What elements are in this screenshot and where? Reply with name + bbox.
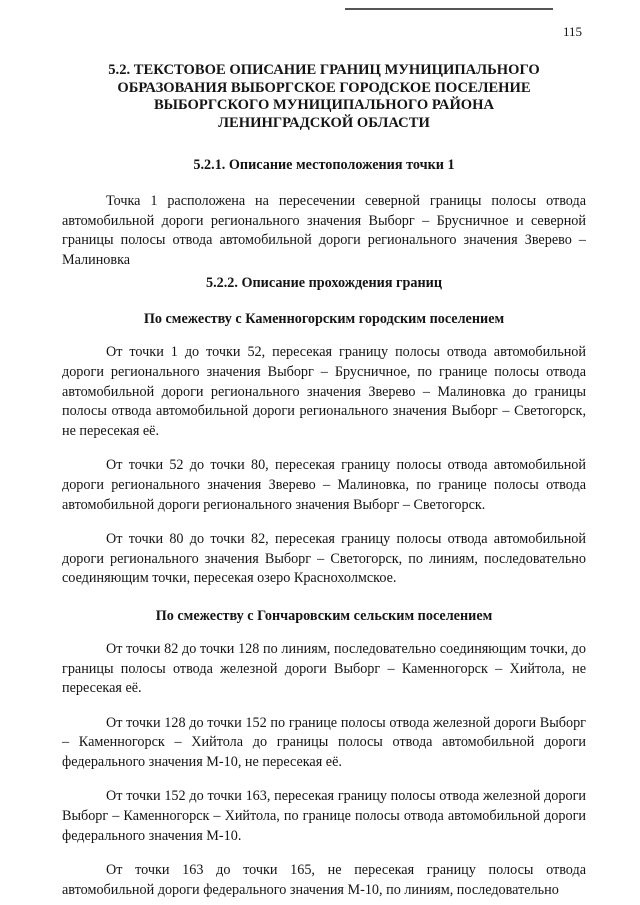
section-title-line: 5.2. ТЕКСТОВОЕ ОПИСАНИЕ ГРАНИЦ МУНИЦИПАЛЬНОГО	[108, 62, 540, 78]
scan-line	[345, 8, 553, 10]
subsection-heading-521: 5.2.1. Описание местоположения точки 1	[193, 157, 455, 173]
boundary-paragraph: От точки 80 до точки 82, пересекая границу полосы отвода автомобильной дороги регионального значения Выборг – Светогорск, по линиям, последовательно соединяющим точки, пересекая озеро Краснохолмское.	[62, 531, 586, 587]
boundary-paragraph: От точки 1 до точки 52, пересекая границу полосы отвода автомобильной дороги регионального значения Выборг – Брусничное, по границе полосы отвода автомобильной дороги регионального значения Зверево – Малиновка до границы полосы отвода автомобильной дороги регионального значения Выборг – Светогорск, не пересекая её.	[62, 344, 586, 439]
boundary-paragraph: От точки 52 до точки 80, пересекая границу полосы отвода автомобильной дороги регионального значения Зверево – Малиновка, по границе полосы отвода автомобильной дороги регионального значения Выборг – Светогорск.	[62, 457, 586, 513]
boundary-paragraph: От точки 82 до точки 128 по линиям, последовательно соединяющим точки, до границы полосы отвода железной дороги Выборг – Каменногорск – Хийтола, не пересекая её.	[62, 640, 586, 697]
subsection-heading-522: 5.2.2. Описание прохождения границ	[206, 275, 442, 292]
paragraph-point-1: Точка 1 расположена на пересечении северной границы полосы отвода автомобильной дороги регионального значения Выборг – Брусничное и северной границы полосы отвода автомобильной дороги регионального значения Зверево – Малиновка	[62, 193, 586, 268]
page-number: 115	[562, 24, 582, 39]
section-title-line: ОБРАЗОВАНИЯ ВЫБОРГСКОЕ ГОРОДСКОЕ ПОСЕЛЕНИЕ	[117, 79, 531, 96]
section-title	[62, 62, 586, 132]
section-title-line: ЛЕНИНГРАДСКОЙ ОБЛАСТИ	[218, 114, 430, 131]
boundary-paragraph: От точки 152 до точки 163, пересекая границу полосы отвода железной дороги Выборг – Каменногорск – Хийтола, по границе полосы отвода автомобильной дороги федерального значения М-10.	[62, 788, 586, 844]
boundary-paragraph: От точки 163 до точки 165, не пересекая границу полосы отвода автомобильной дороги федерального значения М-10, по линиям, последовательно	[62, 862, 586, 898]
neighbor-heading-goncharovo: По смежеству с Гончаровским сельским поселением	[155, 607, 493, 624]
document-body	[62, 62, 586, 900]
section-title-line: ВЫБОРГСКОГО МУНИЦИПАЛЬНОГО РАЙОНА	[153, 97, 495, 113]
neighbor-heading-kamennogorsk: По смежеству с Каменногорским городским поселением	[143, 311, 505, 328]
boundary-paragraph: От точки 128 до точки 152 по границе полосы отвода железной дороги Выборг – Каменногорск – Хийтола до границы полосы отвода автомобильной дороги федерального значения М-10, не пересекая её.	[62, 714, 586, 770]
